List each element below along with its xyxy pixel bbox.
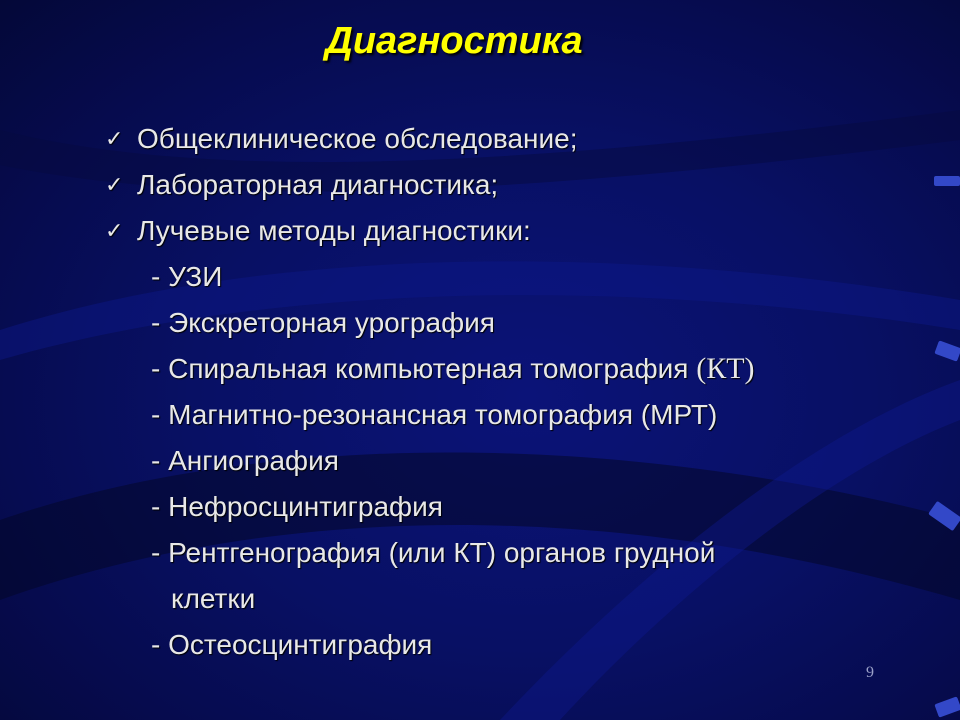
method-chest-xray: - Рентгенография (или КТ) органов грудной [151, 537, 716, 568]
method-mri: - Магнитно-резонансная томография (МРТ) [151, 399, 718, 430]
slide-content [105, 116, 925, 668]
bullet-text: Лабораторная диагностика; [137, 169, 499, 200]
method-spiral-ct-abbr: (КТ) [696, 352, 755, 385]
method-spiral-ct-text: - Спиральная компьютерная томография [151, 353, 697, 384]
bullet-item [105, 162, 925, 208]
bullet-item [105, 208, 925, 254]
checkmark-icon: ✓ [105, 218, 124, 243]
method-chest-xray-continued: клетки [171, 583, 256, 614]
checkmark-icon: ✓ [105, 126, 124, 151]
checkmark-icon: ✓ [105, 172, 124, 197]
method-nephroscintigraphy: - Нефросцинтиграфия [151, 491, 443, 522]
edge-accent-mark [934, 176, 960, 186]
slide-title: Диагностика [325, 20, 583, 62]
method-spiral-ct [105, 346, 925, 392]
bullet-text: Лучевые методы диагностики: [137, 215, 531, 246]
method-osteoscintigraphy: - Остеосцинтиграфия [151, 629, 433, 660]
method-angiography: - Ангиография [151, 445, 339, 476]
method-uzi: - УЗИ [151, 261, 223, 292]
page-number: 9 [866, 664, 874, 681]
method-excretory-urography: - Экскреторная урография [151, 307, 495, 338]
bullet-item [105, 116, 925, 162]
bullet-text: Общеклиническое обследование; [137, 123, 578, 154]
